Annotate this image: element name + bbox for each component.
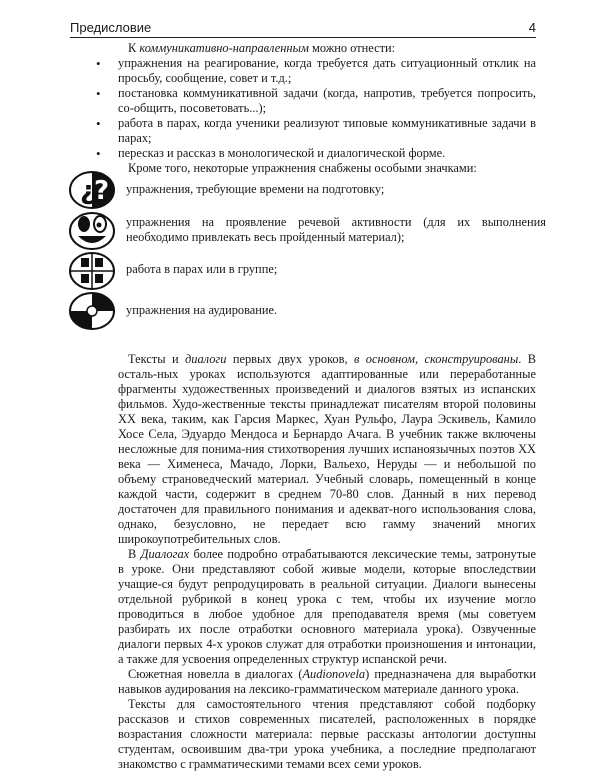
icon-item (68, 250, 548, 292)
icon-item (68, 210, 548, 252)
svg-text:¿: ¿ (80, 176, 96, 206)
icon-label: упражнения на аудирование. (126, 303, 278, 317)
pair-work-icon (68, 250, 116, 292)
intro-line: К коммуникативно-направленным можно отнести: (128, 41, 396, 55)
page-header (70, 19, 536, 38)
body-text (118, 352, 536, 772)
svg-text:?: ? (94, 176, 110, 206)
icon-item (68, 290, 548, 332)
paragraph-dialogues: В Диалогах более подробно отрабатываются лексические темы, затронутые в уроке. Они представляют собой живые модели, которые впоследствии учащие-ся будут репродуцировать в реальной ситуации. Диалоги вынесены отдельной рубрикой в конец урока с тем, чтобы их изучение могло проводиться в любое удобное для преподавателя время (мы советуем разбирать их после отработки основного материала урока). Озвученные диалоги первых 4-х уроков служат для отработки произношения и интонации, а также для усвоения определенных структур испанской речи. (118, 547, 536, 666)
paragraph-texts: Тексты и диалоги первых двух уроков, в основном, сконструированы. В осталь-ных уроках используются адаптированные или переработанные фрагменты художественных произведений и диалогов взятых из испанских фильмов. Худо-жественные тексты принадлежат писателям второй половины XX века, таким, как Гарсия Маркес, Хуан Рульфо, Лаура Эскивель, Камило Хосе Села, Эдуардо Мендоса и Бернардо Ачага. В учебник также включены несложные для понима-ния стихотворения лучших испаноязычных поэтов XX века — Хименеса, Мачадо, Лорки, Вальехо, Неруды — и небольшой по объему страноведческий материал. Учебный словарь, помещенный в конце каждой части, содержит в среднем 70-80 слов. Данный в них перевод достаточен для правильного понимания и адекват-ного использования слова, однако, безусловно, не передает всю гамму значений многих широкоупотребительных слов. (118, 352, 536, 546)
icon-item (68, 170, 548, 212)
icons-intro: Кроме того, некоторые упражнения снабжены особыми значками: (128, 161, 477, 175)
question-marks-icon (68, 170, 116, 210)
intro-block (118, 41, 536, 176)
paragraph-reading: Тексты для самостоятельного чтения представляют собой подборку рассказов и стихов современных писателей, расположенных в порядке возрастания сложности материала: первые рассказы антологии доступны студентам, освоившим два-три урока учебника, а последние предполагают знакомство с грамматическими темами всех семи уроков. (118, 697, 536, 771)
icon-label: работа в парах или в группе; (126, 262, 278, 276)
speaking-face-icon (68, 210, 116, 252)
page-number: 4 (528, 20, 536, 35)
paragraph-audionovela: Сюжетная новелла в диалогах (Audionovela) предназначена для выработки навыков аудирования на лексико-грамматическом материале данного урока. (118, 667, 536, 696)
list-item: • упражнения на реагирование, когда требуется дать ситуационный отклик на просьбу, сообщение, совет и т.д.; (118, 56, 536, 86)
listening-icon (68, 290, 116, 332)
bullet-list (118, 56, 536, 161)
list-item: • постановка коммуникативной задачи (когда, напротив, требуется попросить, со-общить, посоветовать...); (118, 86, 536, 116)
section-title: Предисловие (70, 20, 152, 35)
list-item: • пересказ и рассказ в монологической и диалогической форме. (118, 146, 536, 161)
intro-term: коммуникативно-направленным (139, 41, 309, 55)
icon-label: упражнения, требующие времени на подготовку; (126, 182, 385, 196)
list-item: • работа в парах, когда ученики реализуют типовые коммуникативные задачи в парах; (118, 116, 536, 146)
icon-label: упражнения на проявление речевой активности (для их выполнения необходимо привлекать весь пройденный материал); (126, 215, 546, 244)
